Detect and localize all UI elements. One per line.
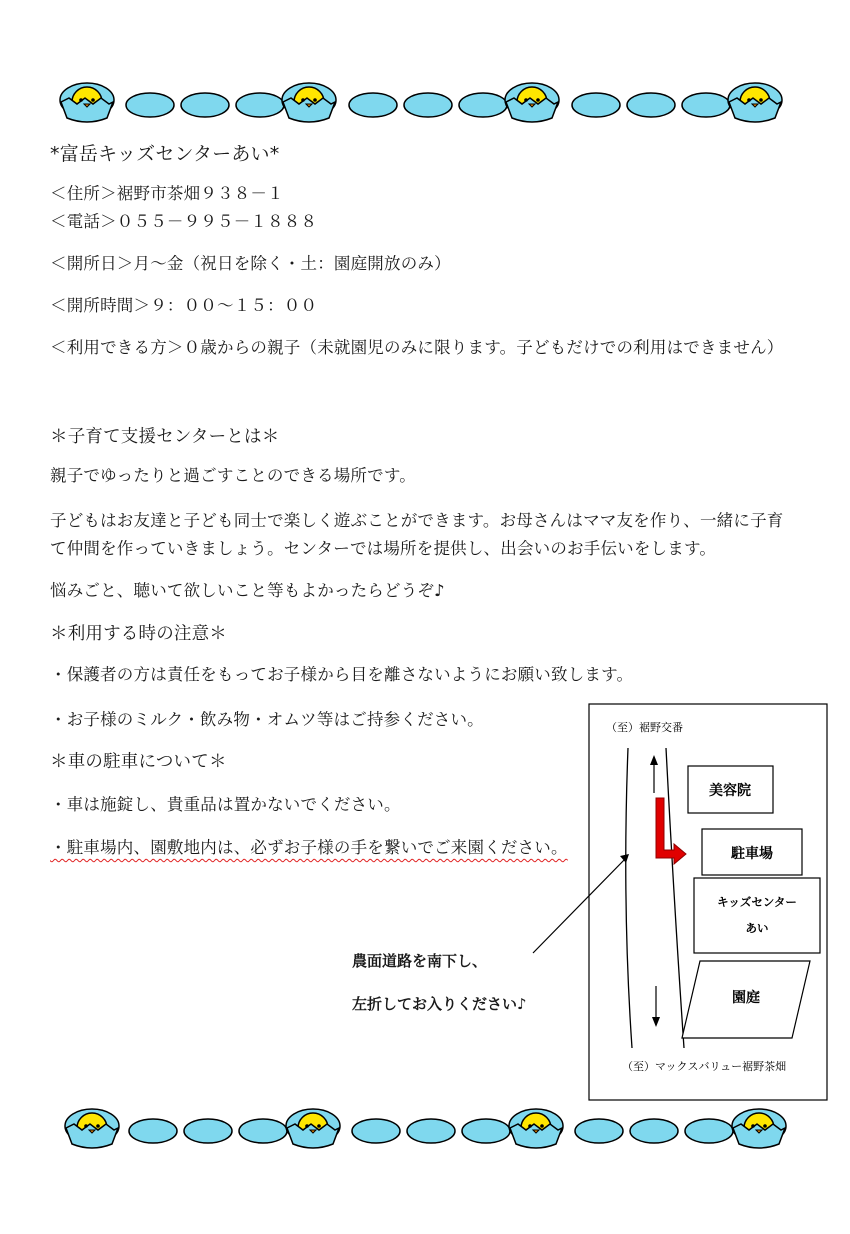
garden-label: 園庭 bbox=[732, 990, 760, 1006]
about-heading: ＊子育て支援センターとは＊ bbox=[50, 427, 280, 447]
open-days-text: ＜開所日＞月～金（祝日を除く・土：園庭開放のみ） bbox=[50, 254, 451, 273]
eligibility-text: ＜利用できる方＞０歳からの親子（未就園児のみに限ります。子どもだけでの利用はできません） bbox=[50, 338, 784, 357]
kids-center-box bbox=[694, 878, 820, 953]
about-paragraph-3: 悩みごと、聴いて欲しいこと等もよかったらどうぞ♪ bbox=[50, 581, 445, 600]
map-north-label: （至）裾野交番 bbox=[606, 721, 683, 734]
bottom-decoration-border bbox=[55, 1104, 795, 1154]
parking-lot-label: 駐車場 bbox=[731, 846, 773, 862]
directions-line-1: 農面道路を南下し、 bbox=[352, 952, 488, 970]
about-paragraph-2-line-1: 子どもはお友達と子ども同士で楽しく遊ぶことができます。お母さんはママ友を作り、一緒に子育 bbox=[50, 511, 784, 530]
page-title: *富岳キッズセンターあい* bbox=[50, 143, 280, 165]
parking-item-2: ・駐車場内、園敷地内は、必ずお子様の手を繋いでご来園ください。 bbox=[50, 838, 568, 857]
phone-text: ＜電話＞０５５－９９５－１８８８ bbox=[50, 212, 318, 231]
address-text: ＜住所＞裾野市茶畑９３８－１ bbox=[50, 184, 284, 203]
notes-item-1: ・保護者の方は責任をもってお子様から目を離さないようにお願い致します。 bbox=[50, 665, 634, 684]
parking-item-1: ・車は施錠し、貴重品は置かないでください。 bbox=[50, 795, 401, 814]
about-paragraph-1: 親子でゆったりと過ごすことのできる場所です。 bbox=[50, 466, 416, 485]
notes-item-2: ・お子様のミルク・飲み物・オムツ等はご持参ください。 bbox=[50, 710, 484, 729]
parking-heading: ＊車の駐車について＊ bbox=[50, 752, 227, 772]
top-decoration-border bbox=[55, 78, 795, 128]
directions-line-2: 左折してお入りください♪ bbox=[352, 995, 527, 1013]
map-south-label: （至）マックスバリュー裾野茶畑 bbox=[622, 1060, 787, 1073]
beauty-salon-label: 美容院 bbox=[709, 783, 751, 799]
about-paragraph-2-line-2: て仲間を作っていきましょう。センターでは場所を提供し、出会いのお手伝いをします。 bbox=[50, 539, 717, 558]
hours-text: ＜開所時間＞９：００～１５：００ bbox=[50, 296, 318, 315]
notes-heading: ＊利用する時の注意＊ bbox=[50, 624, 227, 644]
kids-center-label-line-1: キッズセンター bbox=[717, 895, 797, 909]
kids-center-label-line-2: あい bbox=[745, 921, 769, 935]
callout-pointer bbox=[525, 845, 635, 960]
